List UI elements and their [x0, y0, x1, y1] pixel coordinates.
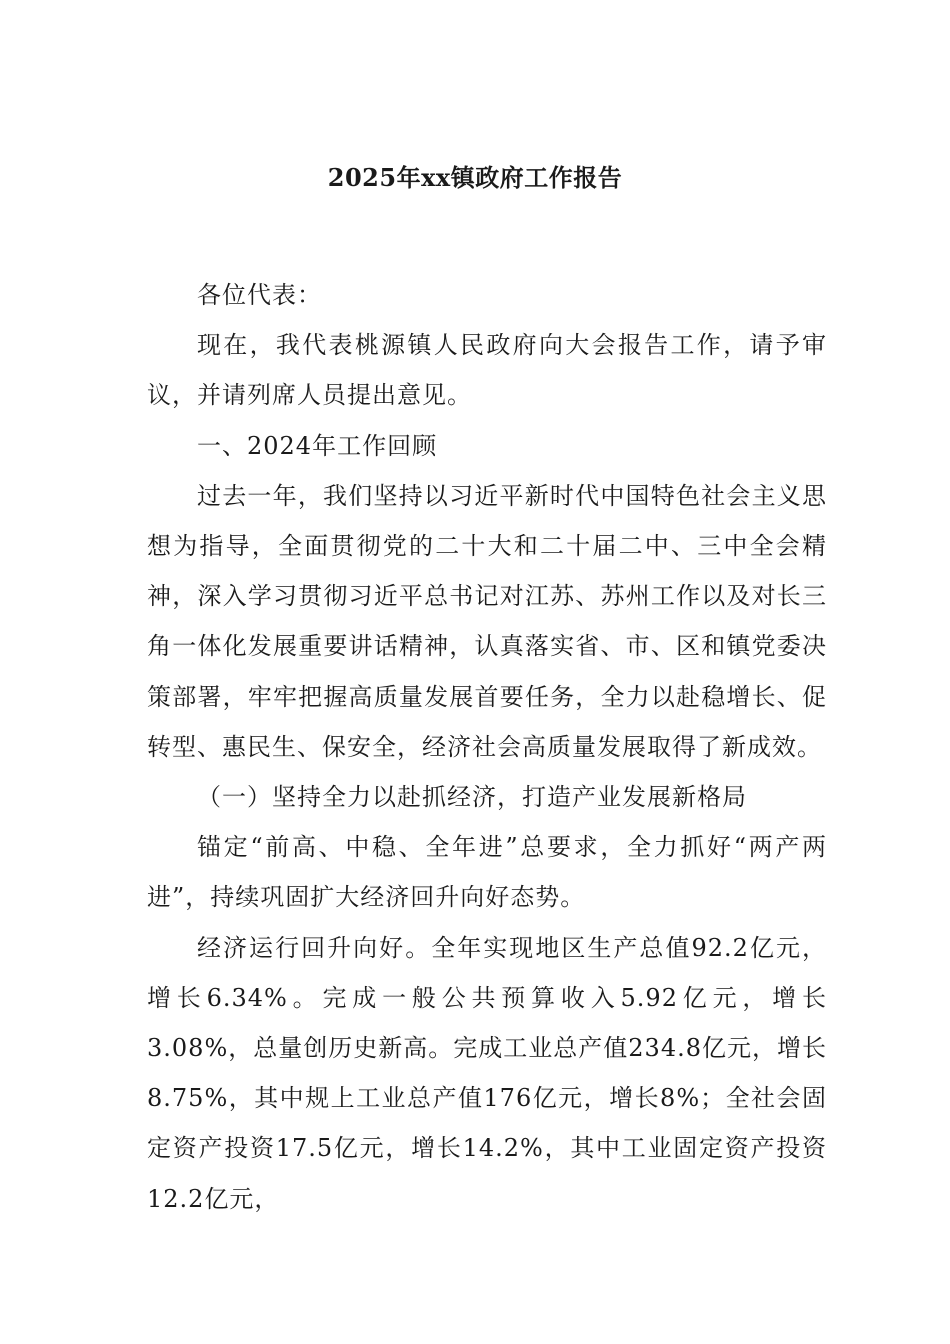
document-title: 2025年xx镇政府工作报告	[327, 163, 623, 192]
requirement-paragraph: 锚定“前高、中稳、全年进”总要求，全力抓好“两产两进”，持续巩固扩大经济回升向好态势。	[147, 833, 827, 912]
opening-paragraph: 现在，我代表桃源镇人民政府向大会报告工作，请予审议，并请列席人员提出意见。	[147, 331, 827, 410]
document-body	[147, 270, 827, 1224]
economy-paragraph: 经济运行回升向好。全年实现地区生产总值92.2亿元，增长6.34%。完成一般公共预算收入5.92亿元，增长3.08%，总量创历史新高。完成工业总产值234.8亿元，增长8.75%，其中规上工业总产值176亿元，增长8%；全社会固定资产投资17.5亿元，增长14.2%，其中工业固定资产投资12.2亿元，	[147, 933, 827, 1213]
section-heading: 一、2024年工作回顾	[197, 431, 438, 460]
review-paragraph: 过去一年，我们坚持以习近平新时代中国特色社会主义思想为指导，全面贯彻党的二十大和二十届二中、三中全会精神，深入学习贯彻习近平总书记对江苏、苏州工作以及对长三角一体化发展重要讲话精神，认真落实省、市、区和镇党委决策部署，牢牢把握高质量发展首要任务，全力以赴稳增长、促转型、惠民生、保安全，经济社会高质量发展取得了新成效。	[147, 481, 827, 761]
subsection-heading: （一）坚持全力以赴抓经济，打造产业发展新格局	[197, 783, 747, 812]
salutation: 各位代表：	[197, 281, 322, 309]
